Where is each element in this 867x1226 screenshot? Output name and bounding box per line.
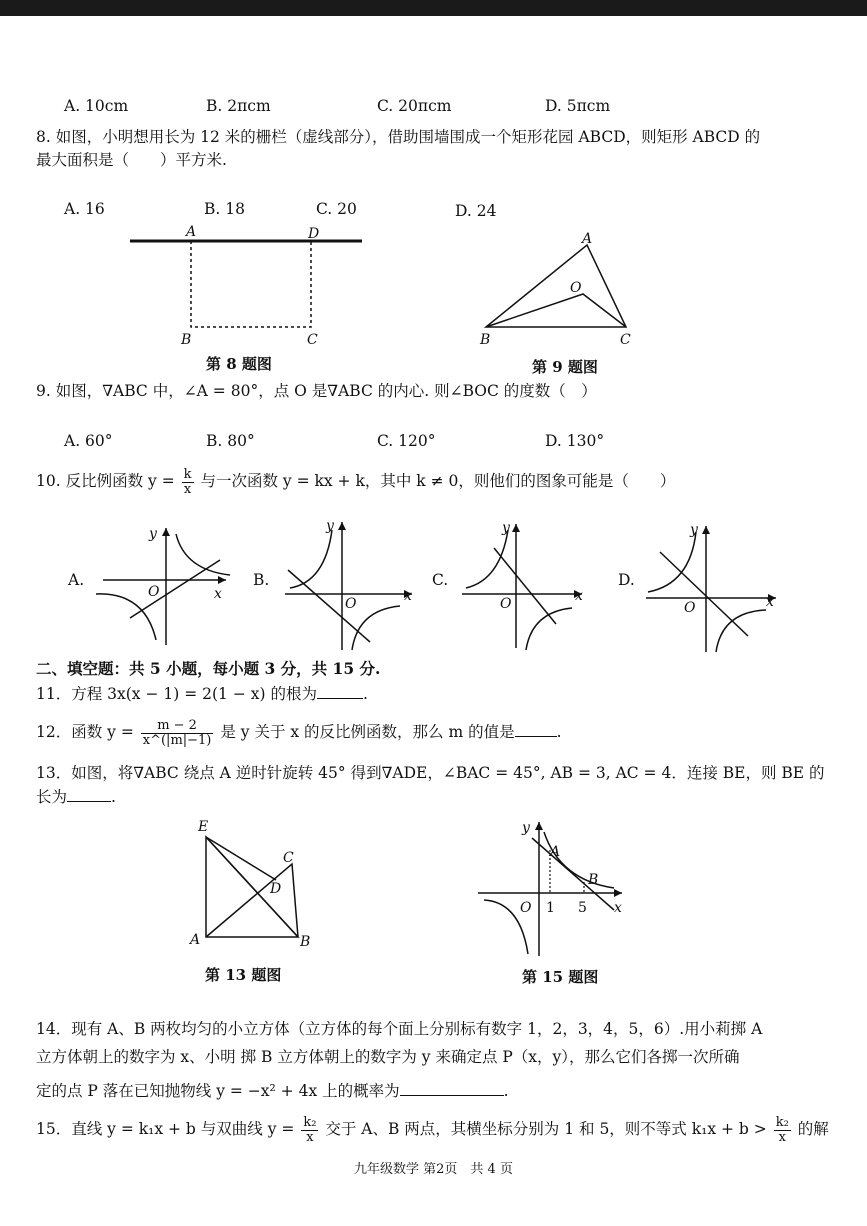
q15-label-5: 5 [578, 900, 587, 916]
q10-d-y-label: y [690, 522, 698, 538]
q15-label-o: O [520, 900, 532, 916]
q15-stem [36, 1112, 829, 1146]
q10-a-origin: O [148, 584, 160, 600]
q10-b-x-label: x [404, 588, 412, 604]
q11-text: 11．方程 3x(x − 1) = 2(1 − x) 的根为 [36, 685, 317, 703]
q13-label-a: A [190, 932, 201, 948]
q10-option-b: B. [253, 571, 270, 589]
q9-label-o: O [570, 280, 582, 296]
q10-option-c: C. [432, 571, 449, 589]
q15-label-b: B [588, 872, 599, 888]
q14-stem-line3 [36, 1080, 509, 1102]
q9-label-c: C [620, 332, 631, 348]
q14-stem-line1: 14．现有 A、B 两枚均匀的小立方体（立方体的每个面上分别标有数字 1，2，3，4，5，6）.用小莉掷 A [36, 1020, 763, 1038]
q15-frac2-den: x [778, 1129, 786, 1145]
q15-frac2-num: k₂ [775, 1114, 789, 1130]
q15-caption: 第 15 题图 [522, 968, 599, 986]
q8-label-a: A [186, 224, 197, 240]
q10-frac-den: x [183, 481, 192, 497]
q14-stem-line2: 立方体朝上的数字为 x、小明 掷 B 立方体朝上的数字为 y 来确定点 P（x，y），那么它们各掷一次所确 [36, 1048, 740, 1066]
page-footer: 九年级数学 第2页 共 4 页 [354, 1162, 513, 1177]
q8-label-d: D [308, 226, 320, 242]
q14-end: . [503, 1082, 509, 1100]
q10-option-d: D. [618, 571, 635, 589]
q9-option-a: A. 60° [64, 432, 113, 450]
q8-option-b: B. 18 [204, 200, 245, 218]
q13-label-b: B [300, 934, 311, 950]
q12-end: . [556, 723, 562, 741]
q15-post: 的解 [797, 1120, 829, 1138]
q10-d-origin: O [684, 600, 696, 616]
q15-label-1: 1 [546, 900, 555, 916]
q15-fraction-2 [774, 1116, 791, 1145]
q13-label-e: E [198, 819, 209, 835]
q9-caption: 第 9 题图 [532, 358, 598, 376]
q12-post: 是 y 关于 x 的反比例函数，那么 m 的值是 [220, 723, 515, 741]
q14-answer-blank[interactable] [400, 1095, 504, 1096]
q10-b-y-label: y [326, 518, 334, 534]
q10-a-x-label: x [214, 586, 222, 602]
q7-option-a: A. 10cm [64, 97, 129, 115]
q9-stem: 9. 如图，∇ABC 中，∠A = 80°，点 O 是∇ABC 的内心. 则∠BOC 的度数（ ） [36, 382, 597, 400]
q10-frac-num: k [183, 466, 192, 482]
q8-option-a: A. 16 [64, 200, 105, 218]
q13-end: . [111, 788, 116, 806]
q15-frac1-num: k₂ [303, 1114, 317, 1130]
q13-label-d: D [270, 881, 282, 897]
q8-label-c: C [307, 332, 318, 348]
q15-frac1-den: x [306, 1129, 314, 1145]
q8-stem-line2: 最大面积是（ ）平方米. [36, 151, 227, 169]
q10-b-origin: O [345, 596, 357, 612]
q10-a-y-label: y [149, 526, 157, 542]
q9-label-a: A [582, 231, 593, 247]
q9-label-b: B [480, 332, 491, 348]
q14-line3-text: 定的点 P 落在已知抛物线 y = −x² + 4x 上的概率为 [36, 1082, 400, 1100]
q15-mid: 交于 A、B 两点，其横坐标分别为 1 和 5，则不等式 k₁x + b > [325, 1120, 767, 1138]
q10-stem-pre: 10. 反比例函数 y = [36, 472, 175, 490]
q7-option-b: B. 2πcm [206, 97, 271, 115]
q13-label-c: C [283, 850, 294, 866]
q10-c-x-label: x [575, 588, 583, 604]
q13-stem-line1: 13．如图，将∇ABC 绕点 A 逆时针旋转 45° 得到∇ADE，∠BAC = 45°, AB = 3, AC = 4．连接 BE，则 BE 的 [36, 764, 825, 782]
section2-heading: 二、填空题：共 5 小题，每小题 3 分，共 15 分. [36, 659, 381, 678]
q8-option-c: C. 20 [316, 200, 357, 218]
q13-caption: 第 13 题图 [205, 966, 282, 984]
q10-stem-post: 与一次函数 y = kx + k，其中 k ≠ 0，则他们的图象可能是（ ） [200, 472, 676, 490]
q10-d-x-label: x [766, 594, 774, 610]
q13-line2-pre: 长为 [36, 788, 68, 806]
q10-option-a: A. [68, 571, 85, 589]
q15-fraction-1 [301, 1116, 318, 1145]
q15-label-a: A [550, 844, 561, 860]
q12-frac-den: x^(|m|−1) [142, 732, 212, 748]
q7-option-c: C. 20πcm [377, 97, 452, 115]
q9-option-d: D. 130° [545, 432, 605, 450]
q12-pre: 12．函数 y = [36, 723, 134, 741]
q8-caption: 第 8 题图 [206, 355, 272, 373]
q7-option-d: D. 5πcm [545, 97, 611, 115]
q8-label-b: B [181, 332, 192, 348]
q9-option-c: C. 120° [377, 432, 436, 450]
q12-frac-num: m − 2 [141, 719, 214, 734]
q8-option-d: D. 24 [455, 202, 497, 220]
q10-c-y-label: y [502, 520, 510, 536]
q8-stem-line1: 8. 如图，小明想用长为 12 米的栅栏（虚线部分），借助围墙围成一个矩形花园 ABCD，则矩形 ABCD 的 [36, 128, 761, 146]
q11-end: . [362, 685, 368, 703]
q15-pre: 15．直线 y = k₁x + b 与双曲线 y = [36, 1120, 295, 1138]
q15-label-x: x [614, 900, 622, 916]
q9-option-b: B. 80° [206, 432, 255, 450]
q10-c-origin: O [500, 596, 512, 612]
q15-label-y: y [522, 820, 530, 836]
